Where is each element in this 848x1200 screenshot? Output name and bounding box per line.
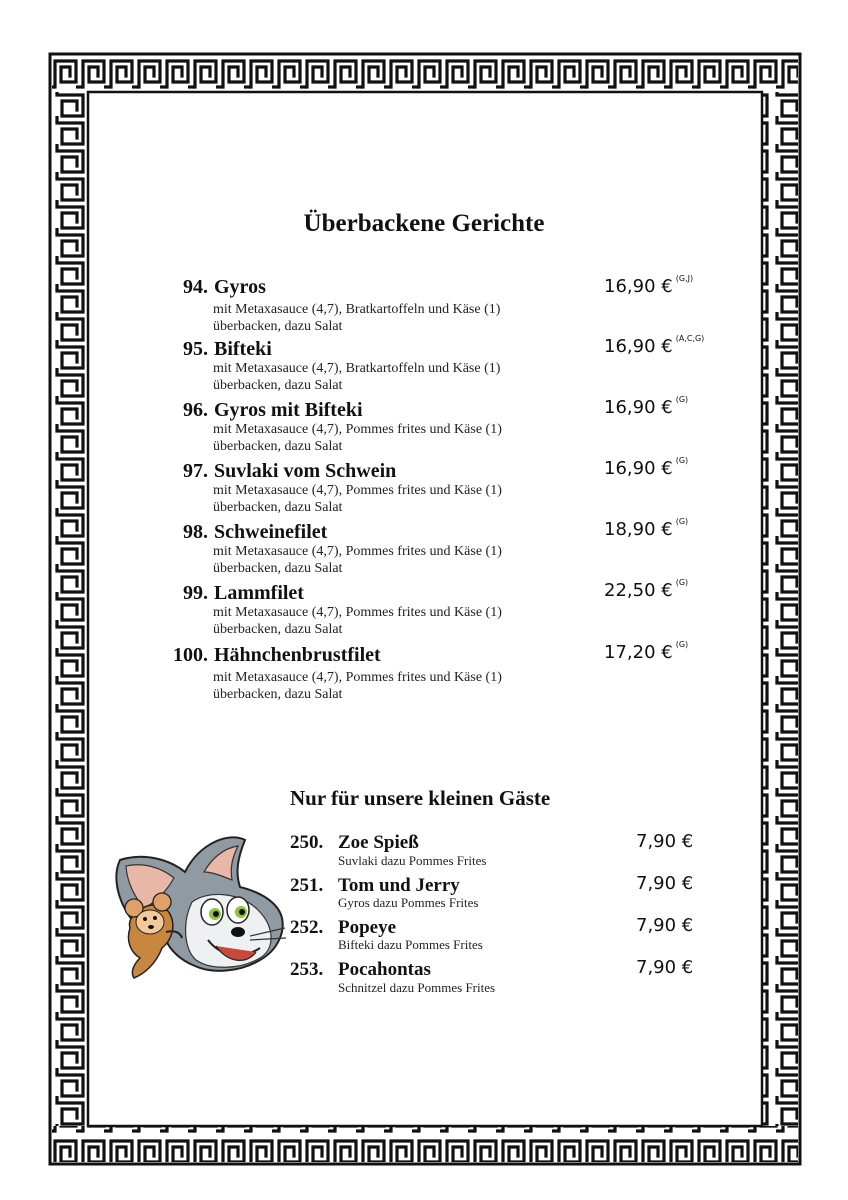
price-value: 17,20 € xyxy=(604,642,673,663)
item-description: Gyros dazu Pommes Frites xyxy=(338,895,479,910)
item-name: Pocahontas xyxy=(338,959,431,980)
price-value: 16,90 € xyxy=(604,458,673,479)
allergen-note: (G,J) xyxy=(675,274,694,283)
item-price xyxy=(604,580,688,601)
allergen-note: (G) xyxy=(675,578,689,587)
item-price: 7,90 € xyxy=(636,831,694,852)
item-price xyxy=(604,397,688,418)
section-title-kinder: Nur für unsere kleinen Gäste xyxy=(290,786,551,810)
item-price: 7,90 € xyxy=(636,957,694,978)
price-value: 16,90 € xyxy=(604,397,673,418)
item-name: Zoe Spieß xyxy=(338,832,419,853)
item-name: Popeye xyxy=(338,917,397,938)
item-name: Schweinefilet xyxy=(214,521,328,543)
item-price xyxy=(604,336,704,357)
item-number: 96. xyxy=(183,399,208,421)
item-number: 251. xyxy=(290,875,324,896)
item-name: Hähnchenbrustfilet xyxy=(214,644,381,666)
item-number: 252. xyxy=(290,917,324,938)
item-description: Bifteki dazu Pommes Frites xyxy=(338,937,483,952)
item-price xyxy=(604,519,688,540)
item-number: 250. xyxy=(290,832,324,853)
cartoon-cat-and-mouse-illustration xyxy=(100,832,290,982)
item-number: 94. xyxy=(183,276,208,298)
allergen-note: (G) xyxy=(675,395,689,404)
price-value: 22,50 € xyxy=(604,580,673,601)
allergen-note: (G) xyxy=(675,640,689,649)
item-description: Schnitzel dazu Pommes Frites xyxy=(338,980,496,995)
allergen-note: (G) xyxy=(675,456,689,465)
item-name: Tom und Jerry xyxy=(338,875,460,896)
item-price xyxy=(604,642,688,663)
item-description: mit Metaxasauce (4,7), Bratkartoffeln und Käse (1) überbacken, dazu Salat xyxy=(213,302,501,334)
item-description: mit Metaxasauce (4,7), Bratkartoffeln und Käse (1) überbacken, dazu Salat xyxy=(213,361,501,393)
item-name: Gyros xyxy=(214,276,266,298)
item-name: Suvlaki vom Schwein xyxy=(214,460,397,482)
item-number: 97. xyxy=(183,460,208,482)
item-price: 7,90 € xyxy=(636,873,694,894)
allergen-note: (A,C,G) xyxy=(675,334,705,343)
item-price: 7,90 € xyxy=(636,915,694,936)
item-description: mit Metaxasauce (4,7), Pommes frites und Käse (1) überbacken, dazu Salat xyxy=(213,670,502,702)
item-number: 98. xyxy=(183,521,208,543)
item-description: Suvlaki dazu Pommes Frites xyxy=(338,853,487,868)
item-price xyxy=(604,458,688,479)
item-name: Gyros mit Bifteki xyxy=(214,399,363,421)
item-description: mit Metaxasauce (4,7), Pommes frites und Käse (1) überbacken, dazu Salat xyxy=(213,605,502,637)
item-number: 253. xyxy=(290,959,324,980)
item-description: mit Metaxasauce (4,7), Pommes frites und Käse (1) überbacken, dazu Salat xyxy=(213,483,502,515)
price-value: 16,90 € xyxy=(604,276,673,297)
price-value: 18,90 € xyxy=(604,519,673,540)
item-number: 95. xyxy=(183,338,208,360)
item-description: mit Metaxasauce (4,7), Pommes frites und Käse (1) überbacken, dazu Salat xyxy=(213,422,502,454)
price-value: 16,90 € xyxy=(604,336,673,357)
item-price xyxy=(604,276,693,297)
item-number: 100. xyxy=(173,644,208,666)
item-name: Bifteki xyxy=(214,338,272,360)
allergen-note: (G) xyxy=(675,517,689,526)
item-number: 99. xyxy=(183,582,208,604)
item-name: Lammfilet xyxy=(214,582,304,604)
item-description: mit Metaxasauce (4,7), Pommes frites und Käse (1) überbacken, dazu Salat xyxy=(213,544,502,576)
section-title-ueberbackene-gerichte: Überbackene Gerichte xyxy=(303,210,545,237)
